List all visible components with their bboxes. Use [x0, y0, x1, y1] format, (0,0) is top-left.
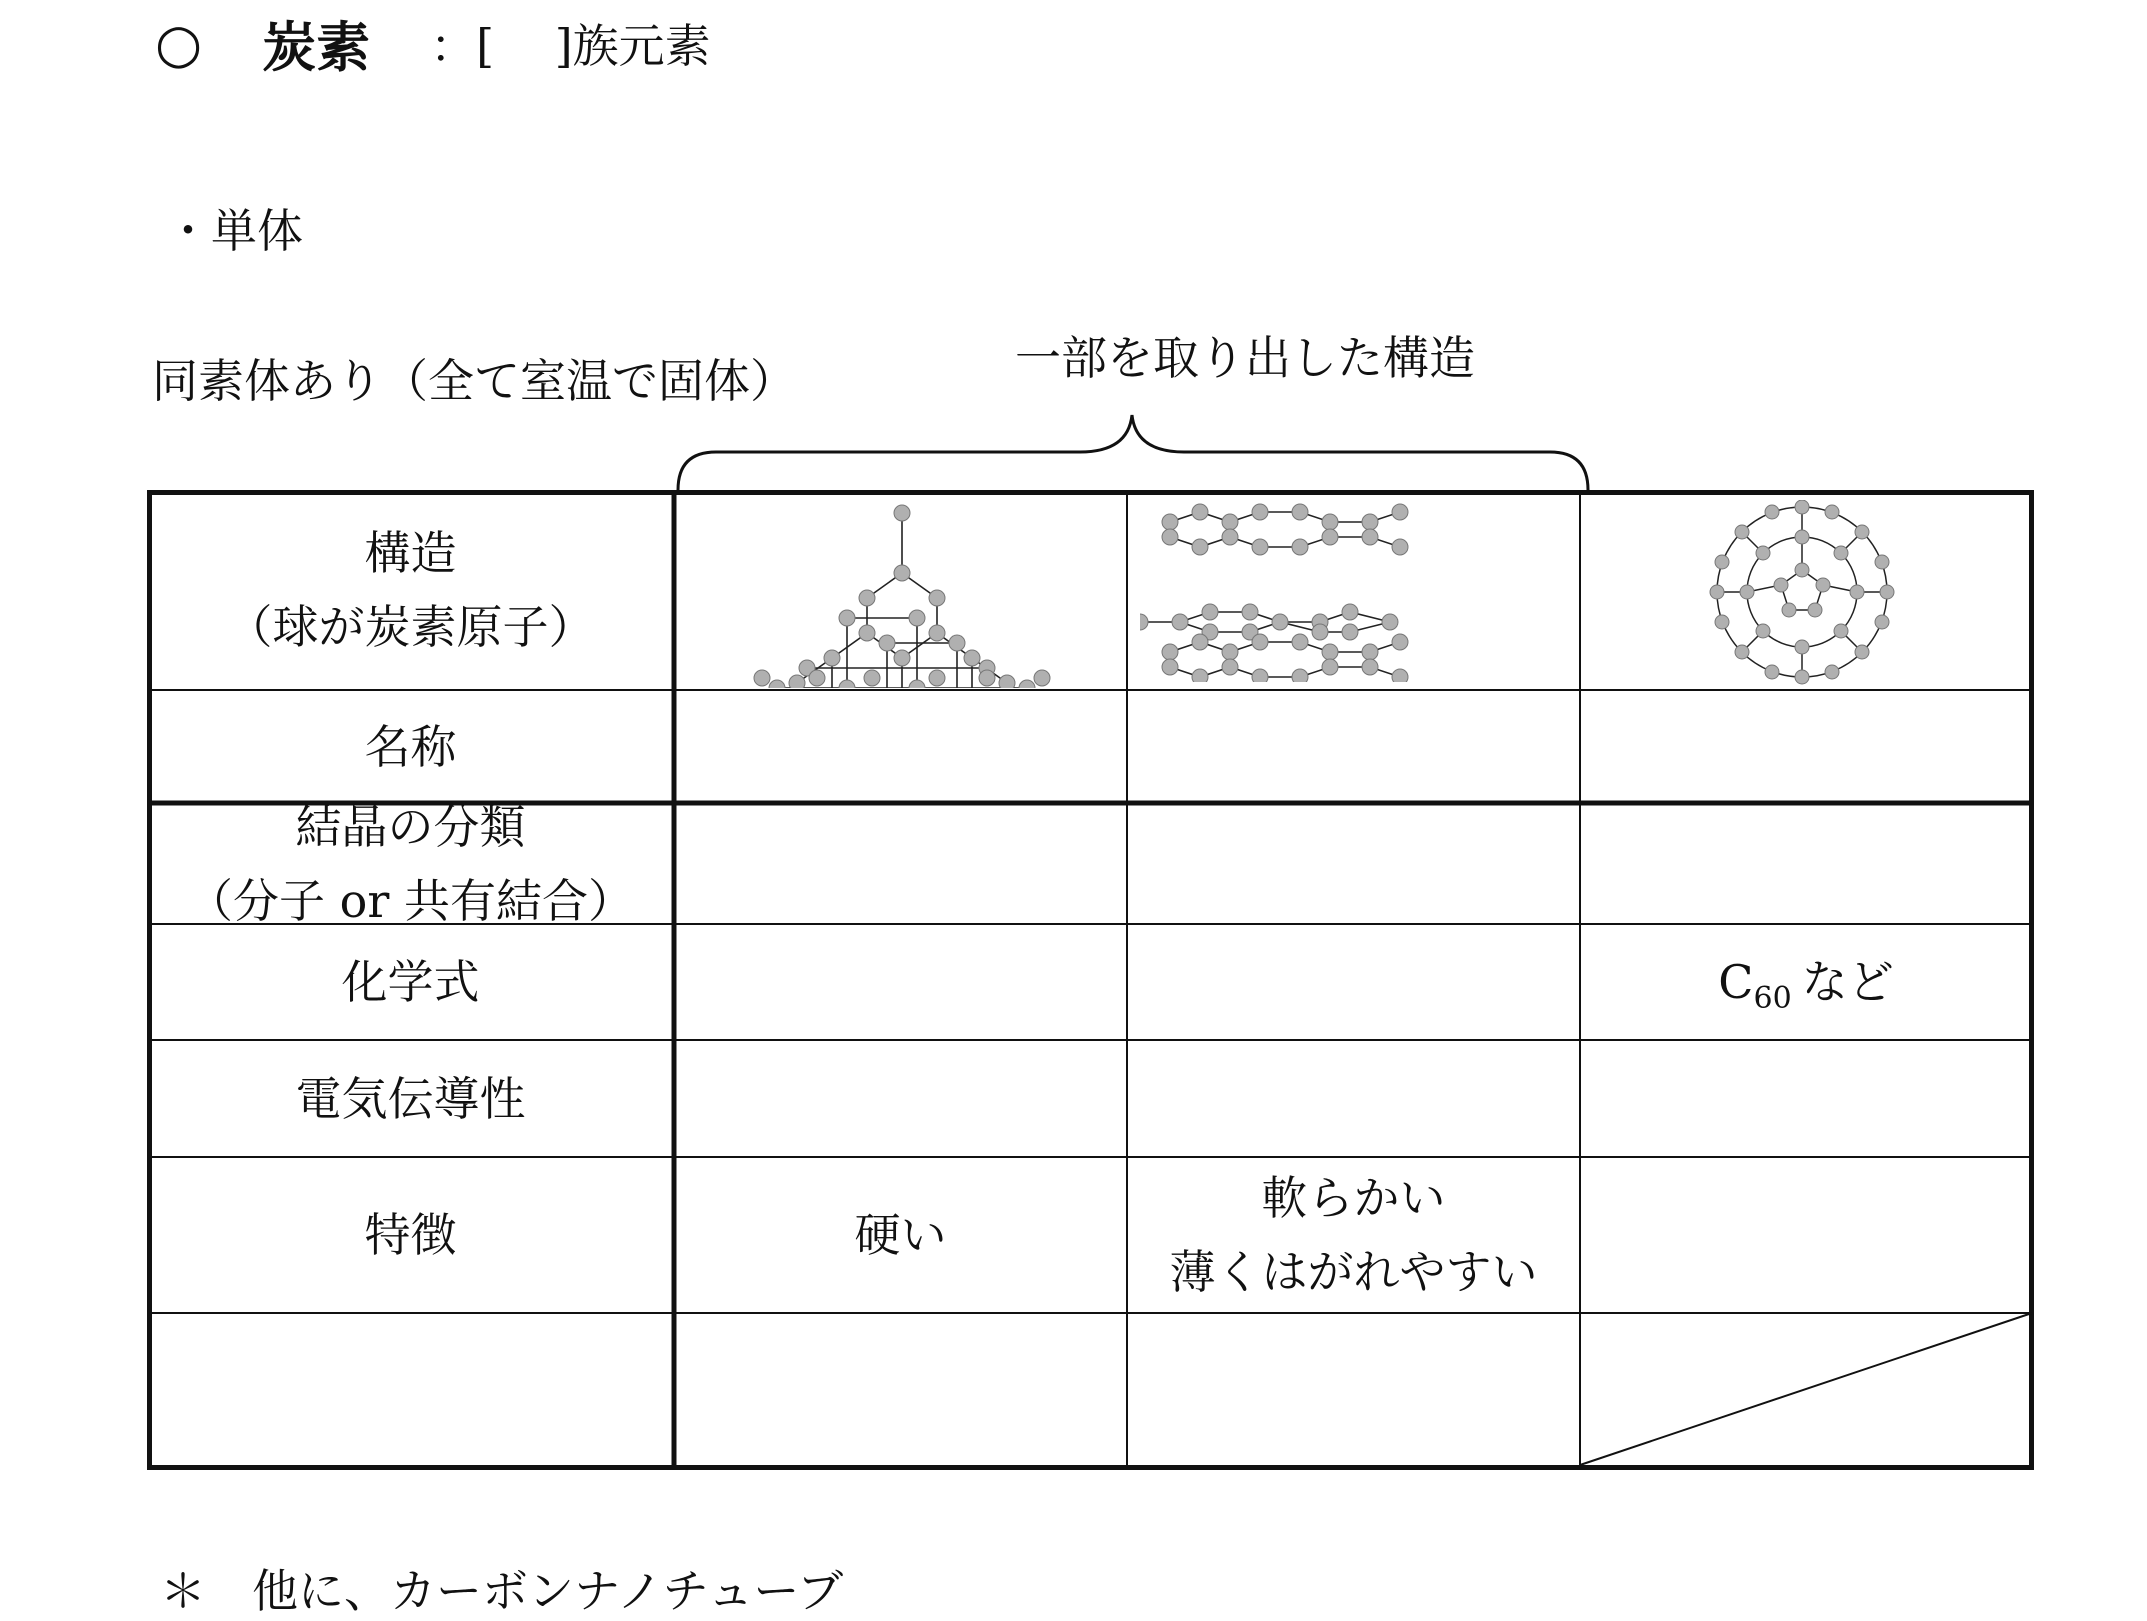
- crystal-label: 結晶の分類: [295, 799, 526, 854]
- feature-graphite-line2: 薄くはがれやすい: [1169, 1245, 1538, 1299]
- c60-subscript: 60: [1753, 981, 1792, 1016]
- brace-label: 一部を取り出した構造: [1015, 331, 1475, 385]
- diagonal-strike: [1580, 1313, 2032, 1465]
- section-heading: ・単体: [165, 204, 303, 258]
- footnote: ＊ 他に、カーボンナノチューブ: [160, 1564, 844, 1618]
- feature-graphite: [1127, 1157, 1580, 1313]
- fullerene-structure-image: [1647, 500, 1957, 685]
- row-header-features: 特徴: [364, 1208, 457, 1262]
- c60-suffix: など: [1801, 955, 1894, 1009]
- structure-label: 構造: [364, 526, 457, 580]
- c60-main: C: [1718, 955, 1754, 1009]
- allotrope-table: [147, 490, 2034, 1470]
- crystal-sublabel: （分子 or 共有結合）: [187, 873, 634, 928]
- feature-graphite-line1: 軟らかい: [1261, 1171, 1446, 1225]
- row-header-structure: [147, 490, 674, 690]
- row-header-name: 名称: [364, 719, 457, 774]
- row-header-conductivity: 電気伝導性: [295, 1071, 526, 1126]
- element-title: 炭素: [262, 15, 371, 79]
- group-blank: ：[ ]族元素: [430, 19, 711, 73]
- allotrope-note: 同素体あり（全て室温で固体）: [152, 354, 796, 408]
- structure-sublabel: （球が炭素原子）: [226, 600, 595, 654]
- graphite-structure-image: [1140, 502, 1570, 682]
- diamond-structure-image: [687, 498, 1117, 688]
- circle-mark: ○: [155, 11, 203, 75]
- formula-c60-cell: [1580, 924, 2032, 1040]
- row-header-crystal: [147, 799, 674, 928]
- row-header-formula: 化学式: [341, 955, 480, 1009]
- feature-diamond: 硬い: [854, 1208, 947, 1262]
